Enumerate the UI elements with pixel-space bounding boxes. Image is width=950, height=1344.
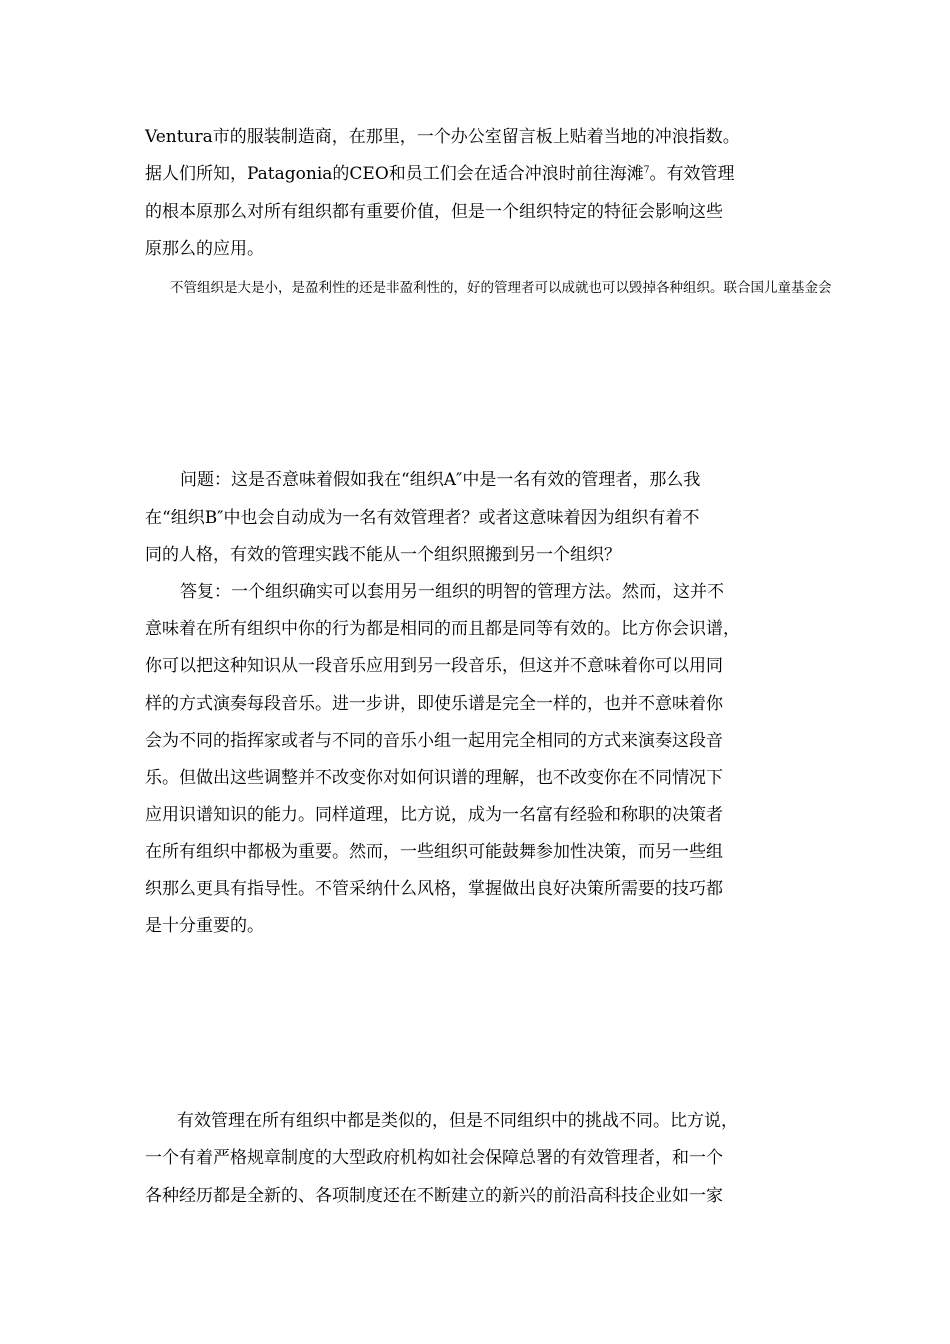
- paragraph-line: 答复：一个组织确实可以套用另一组织的明智的管理方法。然而，这并不: [180, 582, 724, 602]
- paragraph-line: 乐。但做出这些调整并不改变你对如何识谱的理解，也不改变你在不同情况下: [145, 768, 723, 788]
- footnote-marker: 7: [643, 165, 650, 176]
- paragraph-line: 应用识谱知识的能力。同样道理，比方说，成为一名富有经验和称职的决策者: [145, 805, 723, 825]
- paragraph-line: 你可以把这种知识从一段音乐应用到另一段音乐，但这并不意味着你可以用同: [145, 656, 723, 676]
- paragraph-text: 据人们所知，Patagonia的CEO和员工们会在适合冲浪时前往海滩: [145, 164, 644, 184]
- paragraph-line: Ventura市的服装制造商，在那里，一个办公室留言板上贴着当地的冲浪指数。: [145, 127, 740, 147]
- paragraph-line: 样的方式演奏每段音乐。进一步讲，即使乐谱是完全一样的，也并不意味着你: [145, 694, 723, 714]
- paragraph-line: 各种经历都是全新的、各项制度还在不断建立的新兴的前沿高科技企业如一家: [145, 1186, 723, 1206]
- paragraph-line: [145, 163, 735, 185]
- paragraph-line: 是十分重要的。: [145, 916, 264, 936]
- paragraph-line: 问题：这是否意味着假如我在“组织A″中是一名有效的管理者，那么我: [180, 470, 701, 490]
- paragraph-line: 在所有组织中都极为重要。然而，一些组织可能鼓舞参加性决策，而另一些组: [145, 842, 723, 862]
- paragraph-line: 一个有着严格规章制度的大型政府机构如社会保障总署的有效管理者，和一个: [145, 1148, 723, 1168]
- paragraph-line: 的根本原那么对所有组织都有重要价值，但是一个组织特定的特征会影响这些: [145, 202, 723, 222]
- paragraph-line: 会为不同的指挥家或者与不同的音乐小组一起用完全相同的方式来演奏这段音: [145, 731, 723, 751]
- paragraph-line: 在“组织B″中也会自动成为一名有效管理者？或者这意味着因为组织有着不: [145, 508, 700, 528]
- paragraph-line: 同的人格，有效的管理实践不能从一个组织照搬到另一个组织？: [145, 545, 621, 565]
- paragraph-text: 。有效管理: [649, 164, 735, 184]
- paragraph-line: 原那么的应用。: [145, 239, 264, 259]
- paragraph-line: 意味着在所有组织中你的行为都是相同的而且都是同等有效的。比方你会识谱，: [145, 619, 740, 639]
- paragraph-line: 有效管理在所有组织中都是类似的，但是不同组织中的挑战不同。比方说，: [177, 1111, 738, 1131]
- paragraph-line: 不管组织是大是小，是盈利性的还是非盈利性的，好的管理者可以成就也可以毁掉各种组织。联合国儿童基金会: [170, 280, 832, 296]
- paragraph-line: 织那么更具有指导性。不管采纳什么风格，掌握做出良好决策所需要的技巧都: [145, 879, 723, 899]
